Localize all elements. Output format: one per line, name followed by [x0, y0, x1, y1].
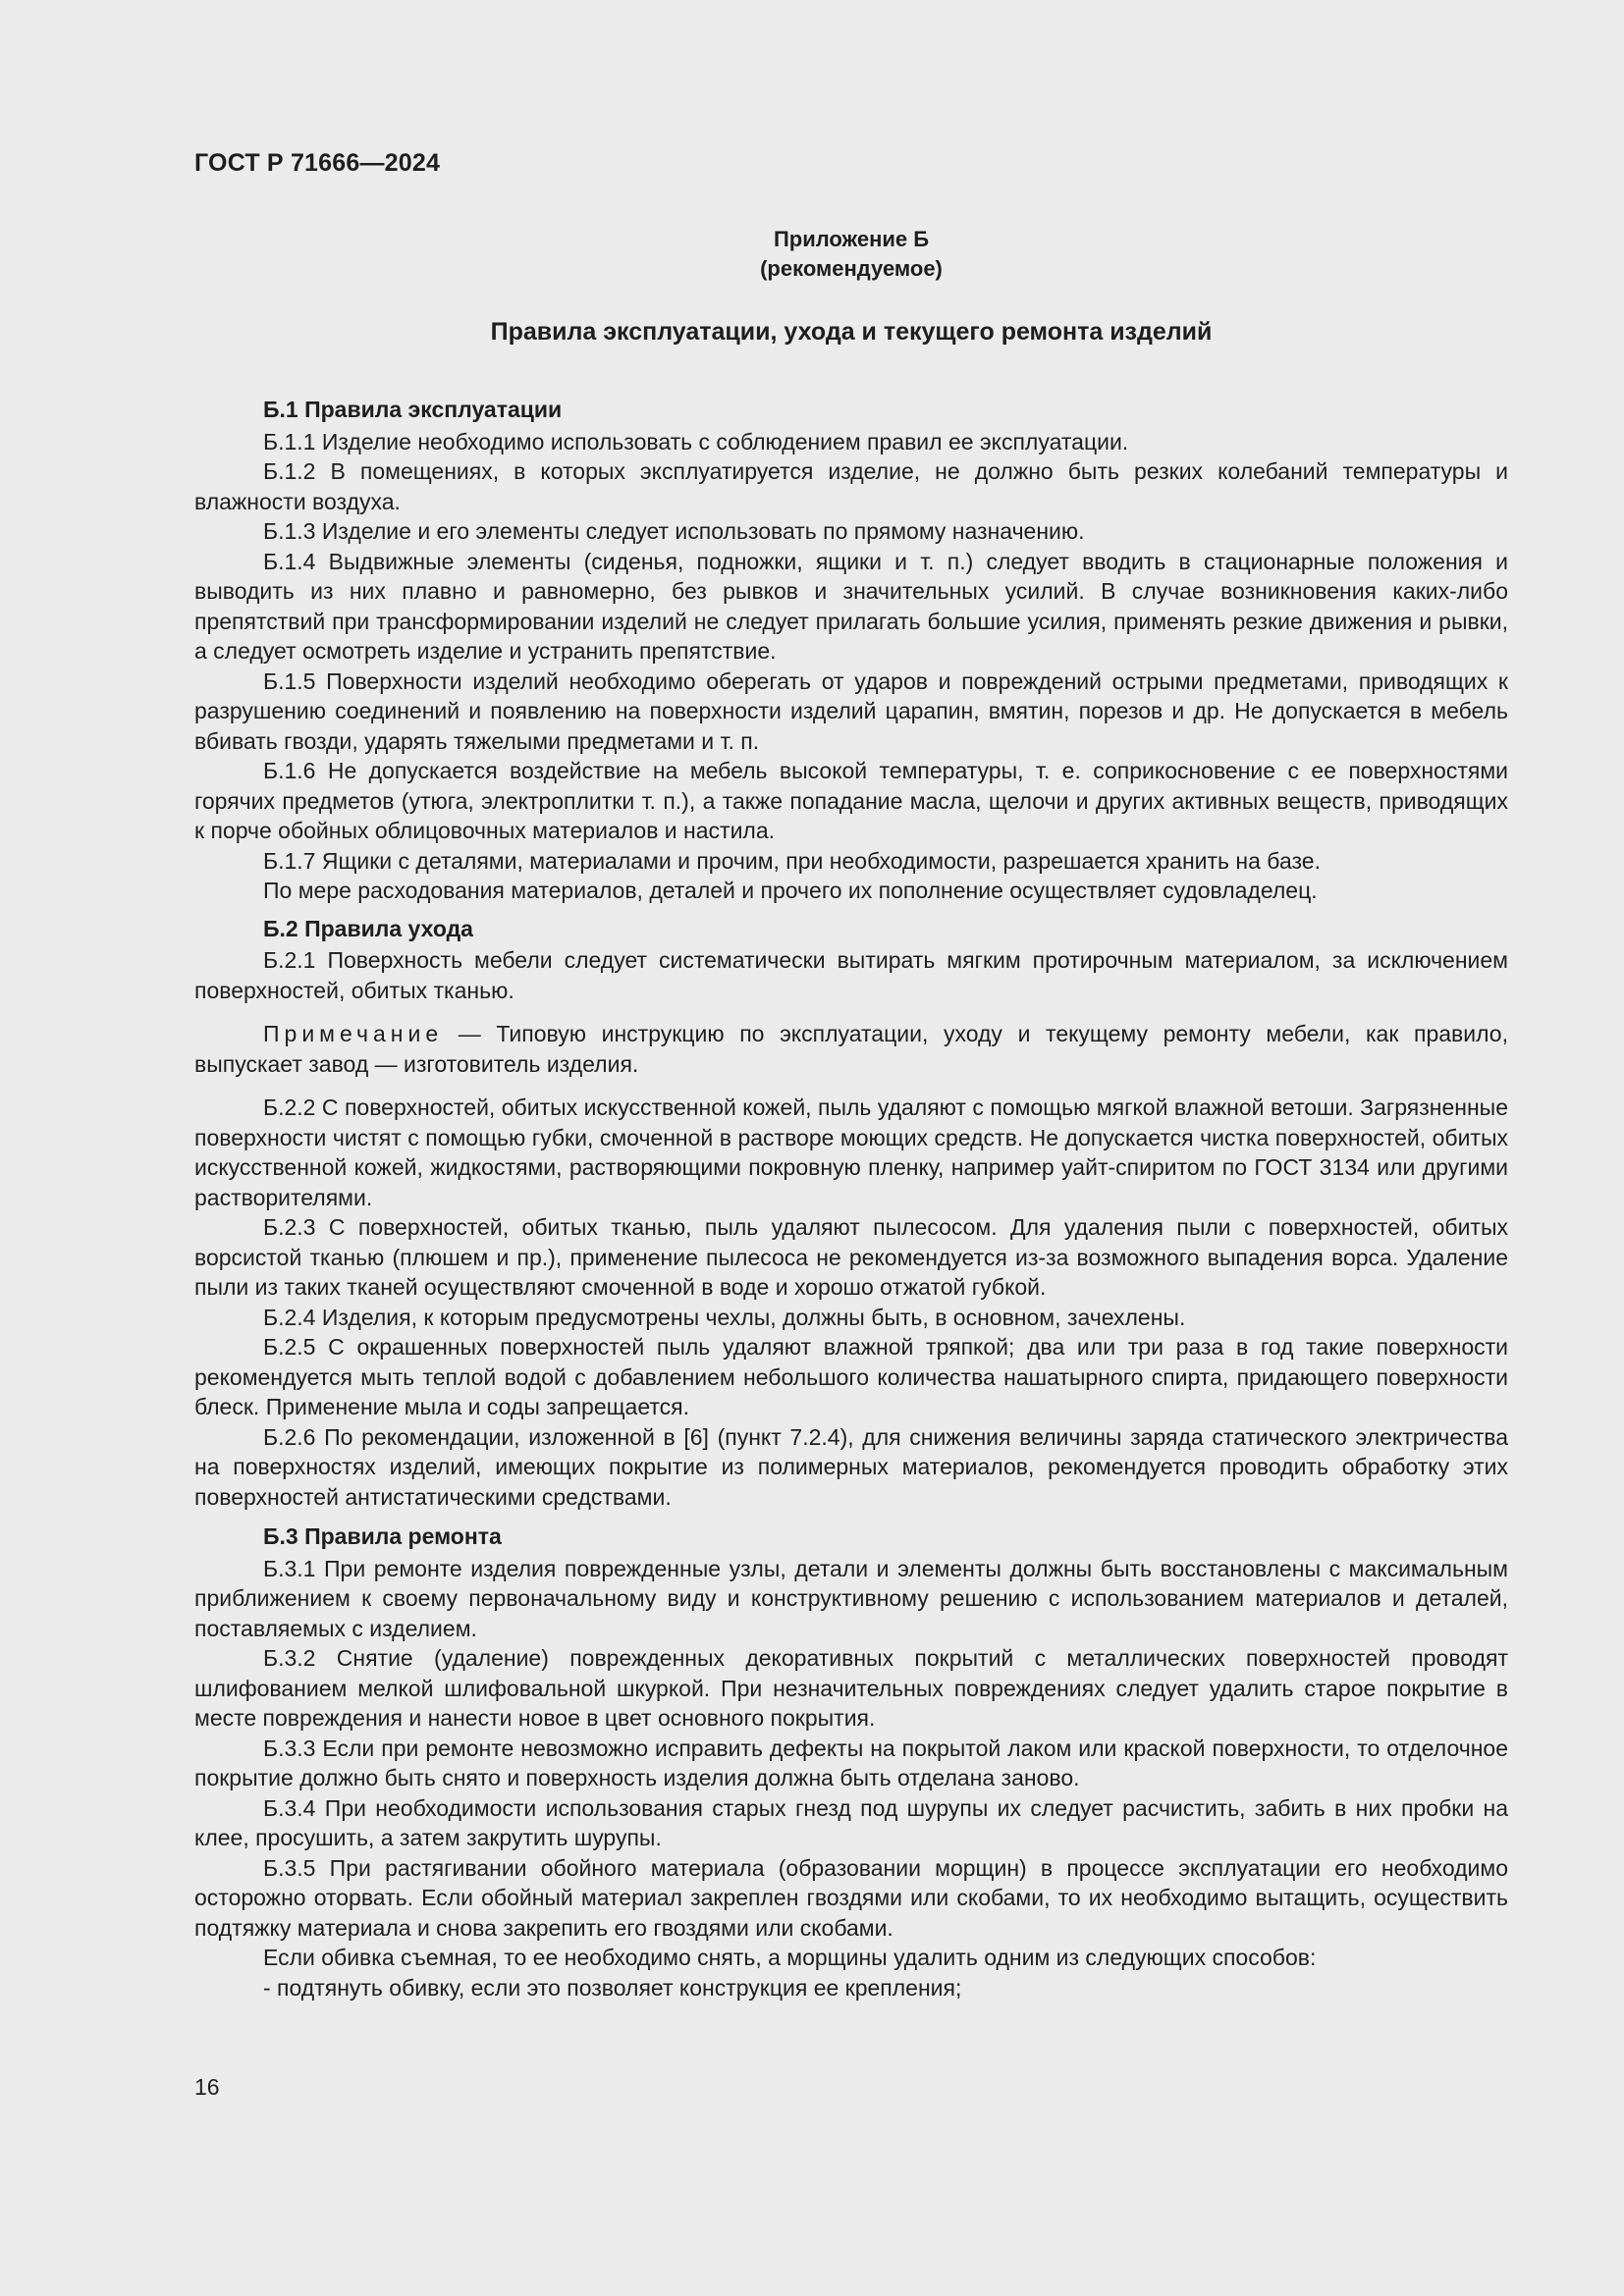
section-heading-care: Б.2 Правила ухода	[263, 915, 473, 941]
note-paragraph	[194, 1019, 1508, 1079]
list-item: - подтянуть обивку, если это позволяет конструкция ее крепления;	[263, 1974, 962, 2001]
paragraph: Б.2.6 По рекомендации, изложенной в [6] (пункт 7.2.4), для снижения величины заряда статического электричества на поверхностях изделий, имеющих покрытие из полимерных материалов, рекомендуется проводить обработку этих поверхностей антистатическими средствами.	[194, 1423, 1508, 1510]
appendix-heading: Правила эксплуатации, ухода и текущего ремонта изделий	[490, 318, 1213, 346]
paragraph: Б.1.6 Не допускается воздействие на мебель высокой температуры, т. е. соприкосновение с ее поверхностями горячих предметов (утюга, электроплитки т. п.), а также попадание масла, щелочи и других активных веществ, приводящих к порче обойных облицовочных материалов и настила.	[194, 758, 1508, 843]
paragraph: Б.3.4 При необходимости использования старых гнезд под шурупы их следует расчистить, забить в них пробки на клее, просушить, а затем закрутить шурупы.	[194, 1794, 1508, 1850]
paragraph: Б.2.5 С окрашенных поверхностей пыль удаляют влажной тряпкой; два или три раза в год такие поверхности рекомендуется мыть теплой водой с добавлением небольшого количества нашатырного спирта, придающего поверхности блеск. Применение мыла и соды запрещается.	[194, 1334, 1508, 1419]
paragraph: Б.1.2 В помещениях, в которых эксплуатируется изделие, не должно быть резких колебаний температуры и влажности воздуха.	[194, 458, 1508, 514]
paragraph: Б.1.4 Выдвижные элементы (сиденья, подножки, ящики и т. п.) следует вводить в стационарные положения и выводить из них плавно и равномерно, без рывков и значительных усилий. В случае возникновения каких-либо препятствий при трансформировании изделий не следует прилагать большие усилия, применять резкие движения и рывки, а следует осмотреть изделие и устранить препятствие.	[194, 548, 1508, 664]
note-label: Примечание	[263, 1021, 444, 1046]
note-text: — Типовую инструкцию по эксплуатации, уходу и текущему ремонту мебели, как правило, выпускает завод — изготовитель изделия.	[194, 1021, 1508, 1077]
paragraph: Б.2.1 Поверхность мебели следует систематически вытирать мягким протирочным материалом, за исключением поверхностей, обитых тканью.	[194, 947, 1508, 1003]
document-body	[194, 395, 1508, 2002]
paragraph: Б.3.2 Снятие (удаление) поврежденных декоративных покрытий с металлических поверхностей проводят шлифованием мелкой шлифовальной шкуркой. При незначительных повреждениях следует удалить старое покрытие в месте повреждения и нанести новое в цвет основного покрытия.	[194, 1645, 1508, 1731]
appendix-label	[194, 225, 1508, 284]
paragraph: Б.3.3 Если при ремонте невозможно исправить дефекты на покрытой лаком или краской поверхности, то отделочное покрытие должно быть снято и поверхность изделия должна быть отделана заново.	[194, 1735, 1508, 1790]
paragraph: Б.3.1 При ремонте изделия поврежденные узлы, детали и элементы должны быть восстановлены с максимальным приближением к своему первоначальному виду и конструктивному решению с использованием материалов и деталей, поставляемых с изделием.	[194, 1555, 1508, 1641]
appendix-status: (рекомендуемое)	[760, 256, 943, 281]
document-code-header: ГОСТ Р 71666—2024	[194, 149, 441, 177]
appendix-title: Приложение Б	[773, 227, 930, 251]
section-heading-repair: Б.3 Правила ремонта	[263, 1523, 502, 1549]
paragraph: Б.3.5 При растягивании обойного материала (образовании морщин) в процессе эксплуатации его необходимо осторожно оторвать. Если обойный материал закреплен гвоздями или скобами, то их необходимо вытащить, осуществить подтяжку материала и снова закрепить его гвоздями или скобами.	[194, 1854, 1508, 1941]
paragraph: Б.1.7 Ящики с деталями, материалами и прочим, при необходимости, разрешается хранить на базе.	[263, 847, 1321, 874]
paragraph: Если обивка съемная, то ее необходимо снять, а морщины удалить одним из следующих способов:	[263, 1945, 1317, 1970]
paragraph: Б.2.2 С поверхностей, обитых искусственной кожей, пыль удаляют с помощью мягкой влажной ветоши. Загрязненные поверхности чистят с помощью губки, смоченной в растворе моющих средств. Не допускается чистка поверхностей, обитых искусственной кожей, жидкостями, растворяющими покровную пленку, например уайт-спиритом по ГОСТ 3134 или другими растворителями.	[194, 1095, 1508, 1210]
paragraph: Б.2.3 С поверхностей, обитых тканью, пыль удаляют пылесосом. Для удаления пыли с поверхностей, обитых ворсистой тканью (плюшем и пр.), применение пылесоса не рекомендуется из-за возможного выпадения ворса. Удаление пыли из таких тканей осуществляют смоченной в воде и хорошо отжатой губкой.	[194, 1214, 1508, 1300]
paragraph: Б.1.1 Изделие необходимо использовать с соблюдением правил ее эксплуатации.	[263, 428, 1129, 454]
page-number: 16	[194, 2074, 220, 2100]
paragraph: По мере расходования материалов, деталей и прочего их пополнение осуществляет судовладелец.	[263, 878, 1318, 903]
document-page	[194, 0, 1508, 2296]
paragraph: Б.1.5 Поверхности изделий необходимо оберегать от ударов и повреждений острыми предметами, приводящих к разрушению соединений и появлению на поверхности изделий царапин, вмятин, порезов и др. Не допускается в мебель вбивать гвозди, ударять тяжелыми предметами и т. п.	[194, 667, 1508, 754]
paragraph: Б.2.4 Изделия, к которым предусмотрены чехлы, должны быть, в основном, зачехлены.	[263, 1304, 1186, 1330]
section-heading-operation: Б.1 Правила эксплуатации	[263, 397, 563, 422]
paragraph: Б.1.3 Изделие и его элементы следует использовать по прямому назначению.	[263, 518, 1085, 544]
